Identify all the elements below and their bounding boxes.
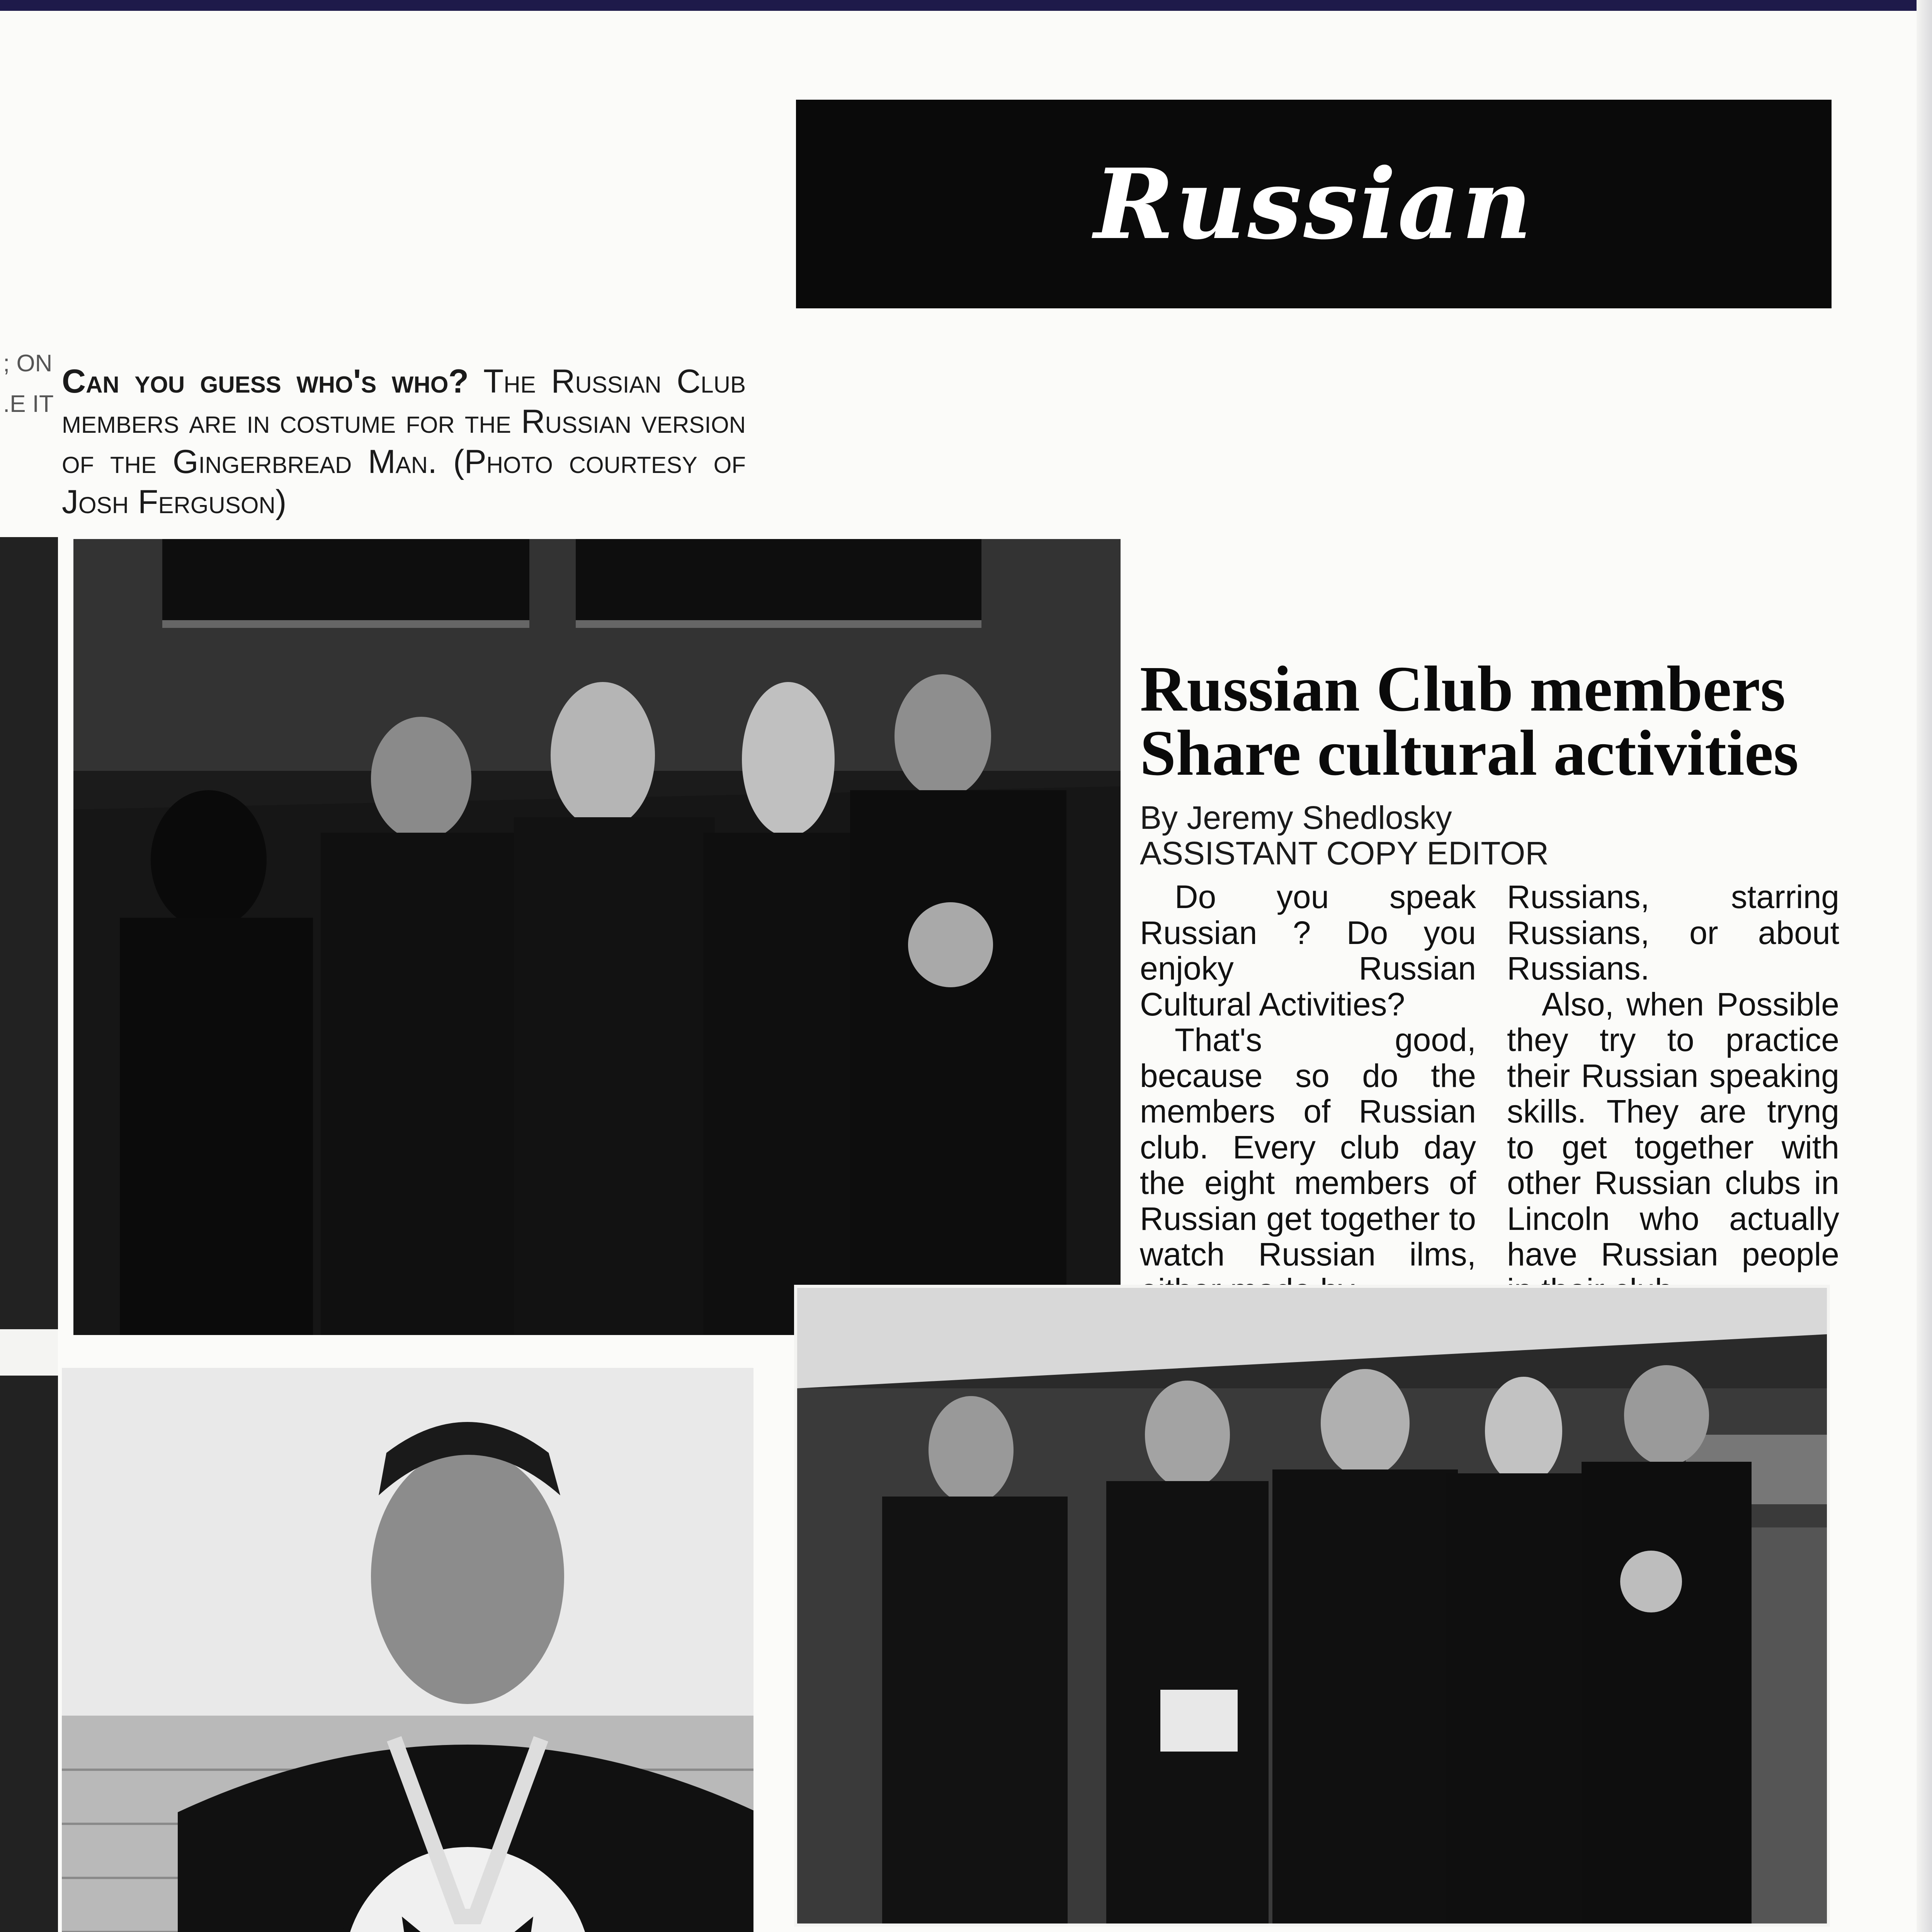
- article-paragraph: Russians, starring Russians, or about Russians.: [1507, 879, 1839, 986]
- headline-line-2: Share cultural activities: [1140, 717, 1799, 789]
- headline-line-1: Russian Club members: [1140, 653, 1786, 725]
- photo-medals: [62, 1368, 753, 1932]
- article-byline: [1140, 800, 1913, 871]
- left-margin-fragment: .E IT: [3, 391, 54, 417]
- left-strip-gap: [0, 1329, 58, 1376]
- photo-costume-group-image: [73, 539, 1121, 1335]
- article-headline: [1140, 653, 1913, 789]
- photo-club-group: [794, 1285, 1830, 1927]
- article-paragraph: Do you speak Russian ? Do you enjoky Russian Cultural Activities?: [1140, 879, 1476, 1022]
- article-paragraph: That's good, because so do the members of Russian club. Every club day the eight members of Russian get together to watch Russian ilms,: [1140, 1022, 1476, 1272]
- article-column-2: [1507, 879, 1839, 1308]
- left-facing-page-strip: [0, 537, 58, 1932]
- byline-role: ASSISTANT COPY EDITOR: [1140, 835, 1549, 871]
- caption-lead: Can you guess who's who?: [62, 363, 469, 400]
- left-margin-fragment: ; ON: [3, 350, 53, 377]
- section-title: Russian: [1094, 147, 1534, 261]
- caption-text: The Russian Club members are in costume for the Russian version of the Gingerbread Man. (Photo courtesy of Josh Ferguson): [62, 363, 746, 520]
- section-banner: [796, 100, 1832, 308]
- article-paragraph: Also, when Possible they try to practice their Russian speaking skills. They are tryng to get together with other Russian clubs in Lincoln who actually have Russian people: [1507, 986, 1839, 1272]
- photo-medals-image: [62, 1368, 753, 1932]
- caption-costume-photo: [62, 361, 746, 522]
- photo-club-group-image: [797, 1288, 1827, 1923]
- article-column-1: [1140, 879, 1476, 1308]
- photo-costume-group: [73, 539, 1121, 1335]
- top-edge-rule: [0, 0, 1932, 11]
- page-curl-edge: [1917, 0, 1932, 1932]
- byline-author: By Jeremy Shedlosky: [1140, 799, 1452, 836]
